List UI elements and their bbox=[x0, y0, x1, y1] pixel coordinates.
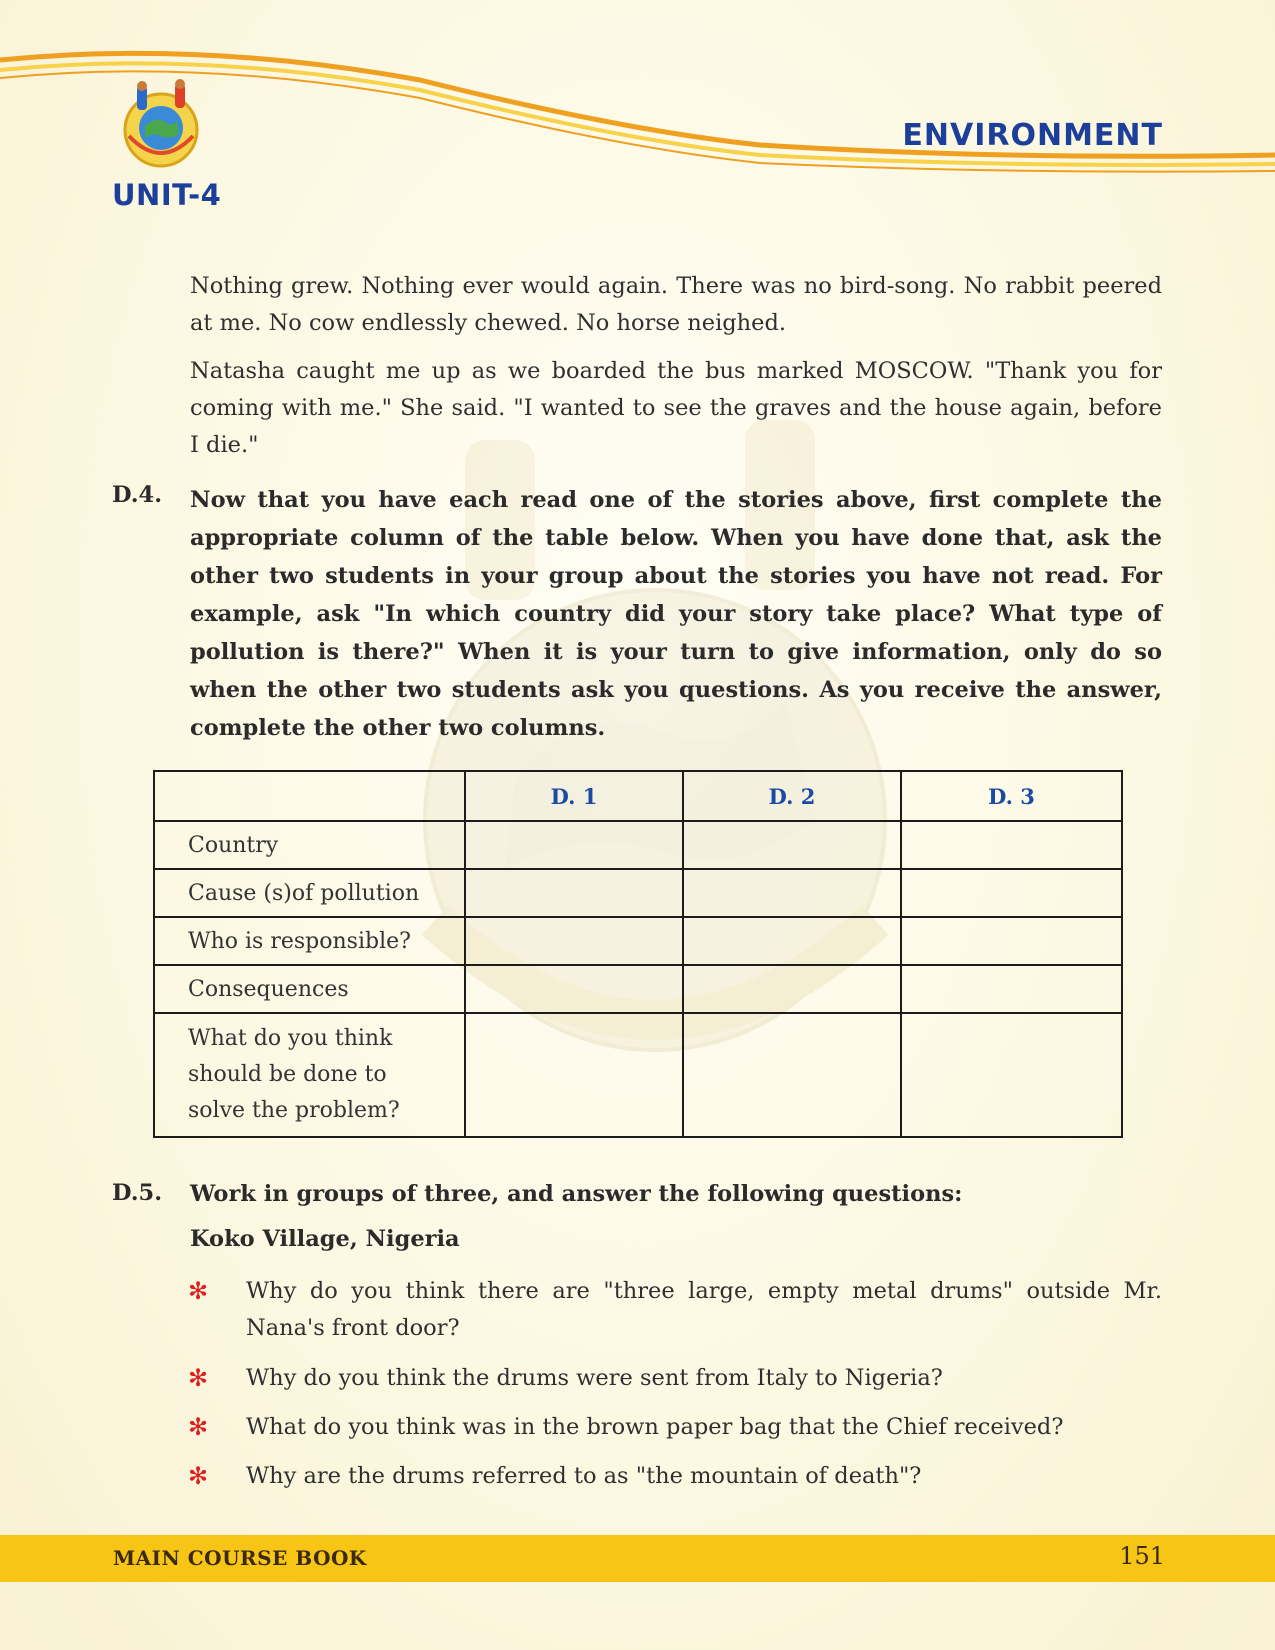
column-header-d2: D. 2 bbox=[683, 771, 901, 821]
row-label-responsible: Who is responsible? bbox=[154, 917, 465, 965]
table-corner-cell bbox=[154, 771, 465, 821]
cell-country-d2[interactable] bbox=[683, 821, 901, 869]
table-row bbox=[154, 917, 1122, 965]
cell-country-d3[interactable] bbox=[901, 821, 1122, 869]
cell-consequences-d1[interactable] bbox=[465, 965, 683, 1013]
bullet-icon: ✻ bbox=[188, 1364, 209, 1392]
row-label-cause: Cause (s)of pollution bbox=[154, 869, 465, 917]
cell-cause-d1[interactable] bbox=[465, 869, 683, 917]
cbse-logo-icon bbox=[115, 78, 207, 178]
cell-responsible-d1[interactable] bbox=[465, 917, 683, 965]
section-title: ENVIRONMENT bbox=[902, 118, 1163, 153]
cell-responsible-d2[interactable] bbox=[683, 917, 901, 965]
table-row bbox=[154, 821, 1122, 869]
question-d4-number: D.4. bbox=[112, 482, 163, 508]
cell-country-d1[interactable] bbox=[465, 821, 683, 869]
row-label-solution bbox=[154, 1013, 465, 1137]
cell-responsible-d3[interactable] bbox=[901, 917, 1122, 965]
question-bullet-3: What do you think was in the brown paper bag that the Chief received? bbox=[246, 1414, 1064, 1440]
column-header-d3: D. 3 bbox=[901, 771, 1122, 821]
row-label-solution-line-1: What do you think bbox=[188, 1026, 393, 1051]
location-subtitle: Koko Village, Nigeria bbox=[190, 1226, 460, 1252]
cell-consequences-d2[interactable] bbox=[683, 965, 901, 1013]
question-d5-number: D.5. bbox=[112, 1180, 163, 1206]
question-bullet-4: Why are the drums referred to as "the mountain of death"? bbox=[246, 1463, 922, 1489]
passage-paragraph-1: Nothing grew. Nothing ever would again. There was no bird-song. No rabbit peered at me. No cow endlessly chewed. No horse neighed. bbox=[190, 273, 1162, 336]
cell-solution-d3[interactable] bbox=[901, 1013, 1122, 1137]
cell-consequences-d3[interactable] bbox=[901, 965, 1122, 1013]
question-bullet-1: Why do you think there are "three large, empty metal drums" outside Mr. Nana's front door? bbox=[246, 1278, 1162, 1341]
question-d5-text: Work in groups of three, and answer the following questions: bbox=[190, 1181, 963, 1207]
question-bullet-2: Why do you think the drums were sent from Italy to Nigeria? bbox=[246, 1365, 943, 1391]
passage-paragraph-2: Natasha caught me up as we boarded the bus marked MOSCOW. "Thank you for coming with me." She said. "I wanted to see the graves and the house again, before I die." bbox=[190, 358, 1162, 458]
row-label-solution-line-2: should be done to bbox=[188, 1062, 387, 1087]
cell-solution-d2[interactable] bbox=[683, 1013, 901, 1137]
page-number: 151 bbox=[1119, 1542, 1165, 1570]
bullet-icon: ✻ bbox=[188, 1277, 209, 1305]
table-header-row bbox=[154, 771, 1122, 821]
question-d4-text: Now that you have each read one of the stories above, first complete the appropriate column of the table below. When you have done that, ask the other two students in your group about the stories you have not read. For example, ask "In which country did your story take place? What type of pollution is there?" When it is your turn to give information, only do so when the other two students ask you questions. As you receive the answer, complete the other two columns. bbox=[190, 487, 1162, 741]
cell-cause-d3[interactable] bbox=[901, 869, 1122, 917]
bullet-icon: ✻ bbox=[188, 1462, 209, 1490]
table-row bbox=[154, 1013, 1122, 1137]
table-row bbox=[154, 965, 1122, 1013]
table-row bbox=[154, 869, 1122, 917]
cell-solution-d1[interactable] bbox=[465, 1013, 683, 1137]
footer-book-title: MAIN COURSE BOOK bbox=[113, 1546, 367, 1570]
column-header-d1: D. 1 bbox=[465, 771, 683, 821]
story-comparison-table bbox=[153, 770, 1123, 1138]
bullet-icon: ✻ bbox=[188, 1413, 209, 1441]
cell-cause-d2[interactable] bbox=[683, 869, 901, 917]
row-label-solution-line-3: solve the problem? bbox=[188, 1098, 400, 1123]
row-label-consequences: Consequences bbox=[154, 965, 465, 1013]
row-label-country: Country bbox=[154, 821, 465, 869]
unit-label: UNIT-4 bbox=[112, 178, 222, 212]
